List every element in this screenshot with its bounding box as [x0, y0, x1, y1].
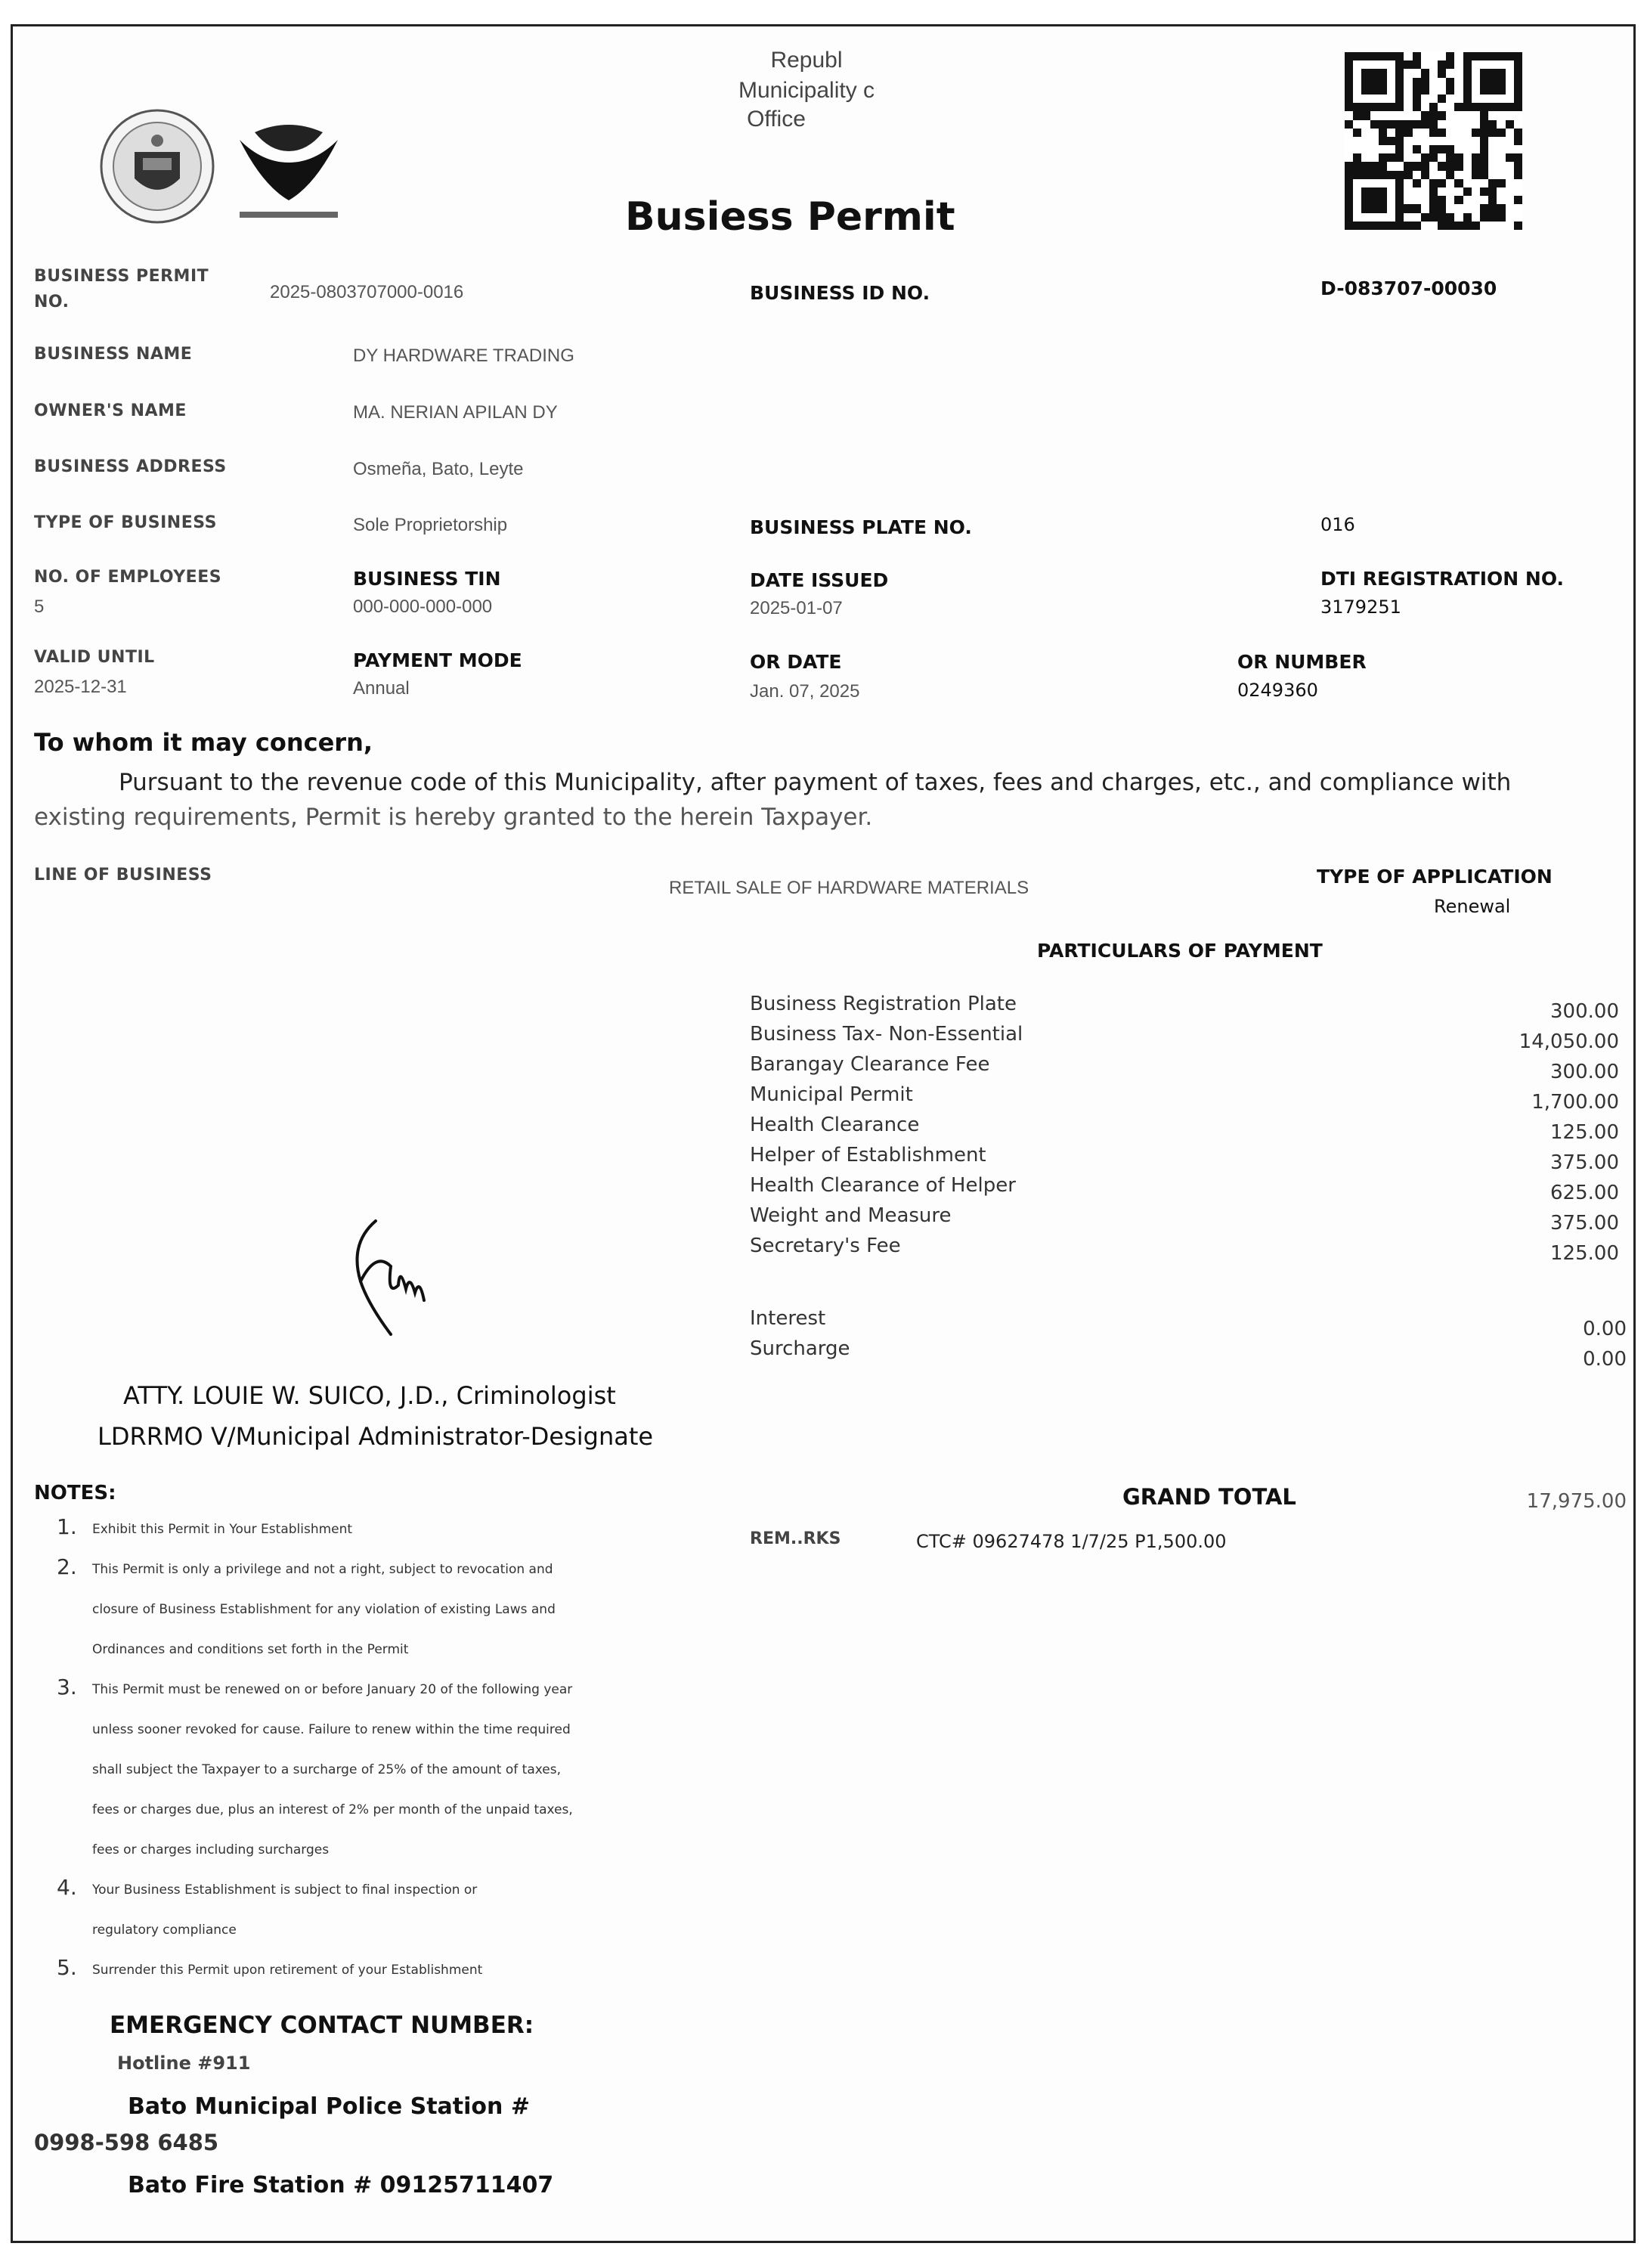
permit-no-label: BUSINESS PERMIT	[34, 267, 209, 286]
payment-item-amount: 300.00	[1550, 1061, 1619, 1083]
payment-item-label: Helper of Establishment	[750, 1144, 986, 1167]
or-number-value: 0249360	[1237, 680, 1318, 701]
note-line: fees or charges due, plus an interest of 2% per month of the unpaid taxes,	[92, 1802, 573, 1817]
qr-code-icon	[1345, 52, 1522, 230]
payment-item-amount: 625.00	[1550, 1182, 1619, 1204]
payment-row	[750, 1083, 1634, 1114]
remarks-label: REM..RKS	[750, 1529, 841, 1548]
payment-item-label: Business Registration Plate	[750, 993, 1017, 1015]
payment-row	[750, 1204, 1634, 1235]
payment-row	[750, 1144, 1634, 1174]
header-office: Office	[747, 107, 806, 132]
address-value: Osmeña, Bato, Leyte	[353, 459, 524, 479]
note-line: Exhibit this Permit in Your Establishment	[92, 1522, 353, 1537]
line-of-business-label: LINE OF BUSINESS	[34, 866, 212, 885]
note-line: This Permit is only a privilege and not a right, subject to revocation and	[92, 1562, 553, 1577]
interest-value: 0.00	[1583, 1318, 1627, 1340]
emergency-police-number: 0998-598 6485	[34, 2130, 219, 2155]
note-line: shall subject the Taxpayer to a surcharge of 25% of the amount of taxes,	[92, 1762, 562, 1777]
valid-until-value: 2025-12-31	[34, 677, 127, 697]
payment-row	[750, 1023, 1634, 1053]
signatory-title: LDRRMO V/Municipal Administrator-Designate	[98, 1422, 654, 1451]
business-type-label: TYPE OF BUSINESS	[34, 513, 217, 532]
page-title-part2: ess Permit	[720, 194, 955, 240]
emergency-police: Bato Municipal Police Station #	[128, 2093, 530, 2120]
notes-heading: NOTES:	[34, 1482, 116, 1504]
dti-label: DTI REGISTRATION NO.	[1320, 568, 1565, 590]
intro-line-2: existing requirements, Permit is hereby granted to the herein Taxpayer.	[34, 804, 873, 831]
grand-total-value: 17,975.00	[1526, 1490, 1627, 1513]
remarks-value: CTC# 09627478 1/7/25 P1,500.00	[916, 1531, 1227, 1552]
note-number: 5.	[57, 1955, 77, 1980]
payment-heading: PARTICULARS OF PAYMENT	[1037, 940, 1323, 962]
employees-value: 5	[34, 596, 45, 617]
permit-no-label-2: NO.	[34, 293, 70, 311]
application-type-value: Renewal	[1434, 896, 1511, 917]
payment-item-label: Barangay Clearance Fee	[750, 1053, 990, 1076]
note-number: 2.	[57, 1554, 77, 1579]
valid-until-label: VALID UNTIL	[34, 648, 155, 667]
business-permit-document	[11, 24, 1636, 2243]
note-number: 3.	[57, 1675, 77, 1699]
payment-item-label: Secretary's Fee	[750, 1235, 901, 1257]
emergency-heading: EMERGENCY CONTACT NUMBER:	[110, 2012, 534, 2039]
note-item	[43, 1870, 723, 1950]
address-label: BUSINESS ADDRESS	[34, 457, 227, 476]
payment-item-amount: 375.00	[1550, 1151, 1619, 1174]
surcharge-label: Surcharge	[750, 1337, 850, 1360]
payment-row	[750, 1114, 1634, 1144]
payment-row	[750, 993, 1634, 1023]
note-number: 1.	[57, 1514, 77, 1539]
note-line: Your Business Establishment is subject to final inspection or	[92, 1882, 478, 1898]
date-issued-label: DATE ISSUED	[750, 569, 889, 591]
note-item	[43, 1510, 723, 1550]
owner-value: MA. NERIAN APILAN DY	[353, 402, 558, 423]
payment-row	[750, 1235, 1634, 1265]
payment-item-amount: 125.00	[1550, 1242, 1619, 1265]
note-item	[43, 1670, 723, 1870]
business-type-value: Sole Proprietorship	[353, 515, 508, 535]
header-municipality: Municipality c	[738, 78, 875, 103]
business-name-label: BUSINESS NAME	[34, 345, 193, 364]
line-of-business-value: RETAIL SALE OF HARDWARE MATERIALS	[669, 878, 1029, 898]
permit-no-value: 2025-0803707000-0016	[270, 282, 464, 302]
note-number: 4.	[57, 1875, 77, 1900]
payment-list	[750, 993, 1634, 1265]
municipal-seal-icon	[98, 107, 217, 226]
payment-item-amount: 125.00	[1550, 1121, 1619, 1144]
header-republic: Republ	[770, 48, 843, 73]
plate-value: 016	[1320, 514, 1355, 535]
payment-mode-value: Annual	[353, 678, 410, 699]
payment-item-amount: 1,700.00	[1531, 1091, 1619, 1114]
payment-item-label: Health Clearance	[750, 1114, 920, 1136]
business-id-value: D-083707-00030	[1320, 277, 1497, 299]
tin-label: BUSINESS TIN	[353, 568, 501, 590]
note-line: regulatory compliance	[92, 1923, 237, 1938]
note-item	[43, 1950, 723, 1991]
business-name-value: DY HARDWARE TRADING	[353, 345, 574, 366]
signature-icon	[345, 1213, 444, 1342]
date-issued-value: 2025-01-07	[750, 598, 843, 618]
emergency-hotline: Hotline #911	[117, 2053, 251, 2074]
note-line: Surrender this Permit upon retirement of your Establishment	[92, 1963, 483, 1978]
note-line: closure of Business Establishment for any violation of existing Laws and	[92, 1602, 556, 1617]
tin-value: 000-000-000-000	[353, 596, 493, 617]
intro-line-1: Pursuant to the revenue code of this Municipality, after payment of taxes, fees and charges, etc., and compliance with	[119, 769, 1512, 796]
employees-label: NO. OF EMPLOYEES	[34, 568, 222, 587]
note-line: Ordinances and conditions set forth in the Permit	[92, 1642, 409, 1657]
payment-mode-label: PAYMENT MODE	[353, 649, 522, 671]
payment-item-amount: 300.00	[1550, 1000, 1619, 1023]
owner-label: OWNER'S NAME	[34, 401, 187, 420]
dti-value: 3179251	[1320, 596, 1401, 618]
surcharge-value: 0.00	[1583, 1348, 1627, 1371]
payment-row	[750, 1174, 1634, 1204]
note-line: fees or charges including surcharges	[92, 1842, 330, 1857]
note-line: This Permit must be renewed on or before January 20 of the following year	[92, 1682, 573, 1697]
interest-label: Interest	[750, 1307, 826, 1330]
payment-item-label: Weight and Measure	[750, 1204, 952, 1227]
business-id-label: BUSINESS ID NO.	[750, 282, 930, 304]
or-date-value: Jan. 07, 2025	[750, 681, 860, 702]
payment-item-label: Municipal Permit	[750, 1083, 913, 1106]
signatory-name: ATTY. LOUIE W. SUICO, J.D., Criminologist	[123, 1381, 616, 1410]
plate-label: BUSINESS PLATE NO.	[750, 516, 972, 538]
page-title-part1: Busi	[625, 194, 720, 240]
emergency-fire: Bato Fire Station # 09125711407	[128, 2172, 554, 2198]
page-title	[625, 194, 955, 240]
note-line: unless sooner revoked for cause. Failure to renew within the time required	[92, 1722, 571, 1737]
salutation: To whom it may concern,	[34, 728, 373, 757]
payment-item-amount: 14,050.00	[1519, 1030, 1619, 1053]
or-date-label: OR DATE	[750, 651, 842, 673]
or-number-label: OR NUMBER	[1237, 651, 1367, 673]
note-item	[43, 1550, 723, 1670]
payment-item-label: Business Tax- Non-Essential	[750, 1023, 1023, 1046]
grand-total-label: GRAND TOTAL	[1122, 1484, 1296, 1510]
bagong-pilipinas-logo-icon	[232, 110, 345, 227]
application-type-label: TYPE OF APPLICATION	[1317, 866, 1553, 888]
payment-item-label: Health Clearance of Helper	[750, 1174, 1016, 1197]
payment-item-amount: 375.00	[1550, 1212, 1619, 1235]
notes-list	[43, 1510, 723, 1991]
payment-row	[750, 1053, 1634, 1083]
